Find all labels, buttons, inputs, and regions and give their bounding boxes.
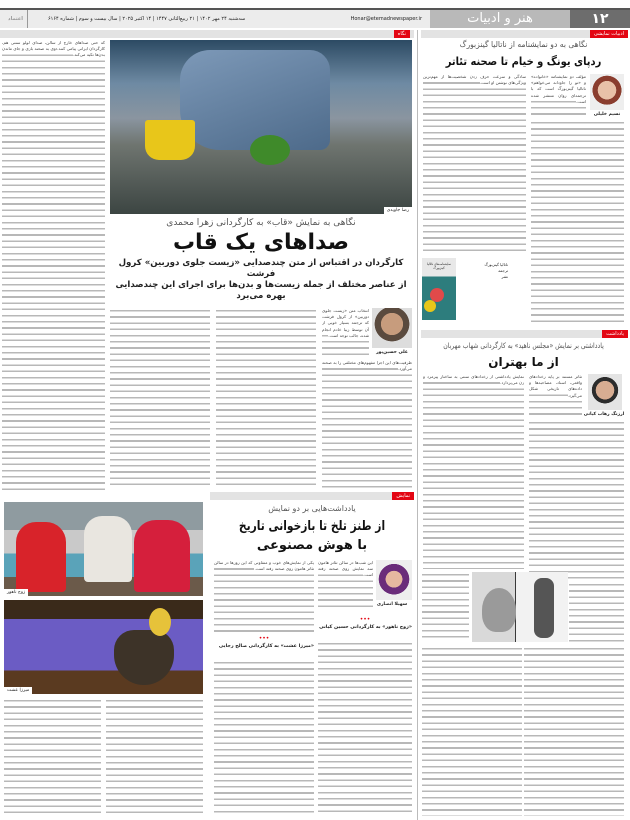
photo-figure: [534, 578, 554, 638]
main-headline: صداهای یک قاب: [172, 230, 350, 255]
right-headline-2: از ما بهتران: [488, 355, 559, 369]
photo-mask: [149, 608, 171, 636]
header-info: [0, 10, 430, 28]
author-photo: [590, 74, 624, 110]
right-kicker: نگاهی به دو نمایشنامه از ناتالیا گینزبورگ: [459, 40, 588, 49]
main-text-col2: [216, 308, 316, 488]
bottom-left-text-1: [4, 698, 101, 816]
author-name: علی حسین‌پور: [376, 350, 408, 355]
main-text-col1: ظرفیت‌های این اجرا مفهوم‌های مختلفی را به صحنه می‌آورد.: [322, 360, 412, 488]
right-text-col2: سادگی و سرعت حرف زدن شخصیت‌ها از مهم‌ترین ویژگی‌های نوشتن او است.: [423, 74, 526, 252]
main-text-col3: [110, 308, 210, 488]
main-subheads: [110, 258, 412, 302]
section-title: هنر و ادبیات: [430, 10, 570, 28]
bottom-kicker: یادداشت‌هایی بر دو نمایش: [268, 504, 356, 513]
subhead: کارگردان در اقتباس از متن چندصدایی «زیست جلوی دوربین» کرول فرشت: [118, 258, 404, 279]
date-line: سه‌شنبه ۲۴ مهر ۱۴۰۲ | ۲۱ ربیع‌الثانی ۱۴۴۷ | ۱۴ اکتبر ۲۰۲۵ | سال بیست و سوم | شماره ۶۱۶۴: [47, 16, 246, 22]
photo-actor: [134, 520, 190, 592]
right2-text-side: [569, 582, 624, 642]
right-kicker-2: یادداشتی بر نمایش «مجلس ناهید» به کارگردانی شهاب مهربان: [443, 341, 604, 350]
section-bar-note: [421, 330, 628, 338]
right-intro-text: مؤلف دو نمایشنامه «خانواده» و «تو را جاودانه می‌خواهم» ناتالیا گینزبورگ است که با ترجمه‌ای روان منتشر شده است.: [531, 74, 586, 118]
main-photo: [110, 40, 412, 214]
right2-text-col2: نمایش یادداشتی از رخدادهای سنتی به ساختار پیرمرد و زن می‌پردازد.: [423, 374, 524, 569]
tag-theater: نمایش: [392, 492, 414, 500]
separator-dots: •••: [359, 616, 371, 623]
photo-face: [482, 588, 516, 632]
bottom-text-col3: [214, 660, 314, 816]
separator-dots: •••: [258, 635, 270, 642]
tag-view: نگاه: [394, 30, 410, 38]
stage-photo-2: [4, 600, 203, 694]
main-intro-text: انتخاب متن «زیست جلوی دوربین» از کرول فرشت که ترجمه بسیار خوبی از آن توسط زیبا خادم انجام شده، جالب توجه است.: [322, 308, 369, 358]
section-bar-theater: [210, 492, 414, 500]
photo-actor: [16, 522, 66, 592]
right2-text-col1: [529, 420, 624, 580]
right2-intro-text: تئاتر مستند بر پایه رخدادهای واقعی، اسناد، مصاحبه‌ها و داده‌های تاریخی شکل می‌گیرد.: [529, 374, 582, 418]
author-photo: [372, 308, 412, 348]
main-kicker: نگاهی به نمایش «قاب» به کارگردانی زهرا محمدی: [166, 218, 356, 228]
subhead: از عناصر مختلف از جمله زیست‌ها و بدن‌ها برای اجرای این چندصدایی بهره می‌برد: [115, 280, 407, 301]
book-title: نمایشنامه‌های ناتالیا گینزبورگ: [426, 262, 452, 270]
stage-photo-1: [4, 502, 203, 596]
section-bar-main: [0, 30, 414, 38]
photo-figure: [180, 50, 330, 150]
tag-literature: ادبیات نمایشی: [590, 30, 628, 38]
right-headline: ردپای یونگ و خیام تا صحنه تئاتر: [445, 55, 602, 68]
photo-yellow-pot: [145, 120, 195, 160]
bottom-intro-text: این شب‌ها در سالن تئاتر هامون سه نمایش روی صحنه رفته است.: [318, 560, 373, 610]
book-art: [424, 300, 436, 312]
author-photo: [588, 374, 622, 410]
column-divider: [417, 30, 418, 820]
section-bar-right: [421, 30, 628, 38]
left-column-text: که حتی صداهای خارج از سالن، صدای لولو سنتی هم، کارگردان ایرانی پیامی کنند. وی به صحنه بازی و جای ماندن بدن‌ها تکیه می‌کند.: [2, 40, 105, 492]
bottom-headline: از طنز تلخ تا بازخوانی تاریخ با هوش مصنوعی: [238, 519, 386, 553]
logo: اعتماد: [8, 10, 28, 28]
right2-text-side2: [422, 572, 469, 642]
photo-caption: زوج ناهور: [4, 589, 28, 596]
photo-credit: رضا جاویدی: [384, 207, 412, 214]
author-name: نسیم خلیلی: [593, 112, 621, 117]
bottom-subhead-2: «میرزا عشت» به کارگردانی صالح رجایی: [218, 644, 314, 649]
photo-plant: [250, 135, 290, 165]
bottom-text-col2: یکی از نمایش‌های خوب و متفاوتی که این روزها در سالن تئاتر هامون روی صحنه رفته است.: [214, 560, 314, 634]
bottom-left-text-2: [106, 698, 203, 816]
right2-text-col3: [422, 646, 522, 816]
book-cover: [422, 258, 456, 320]
tag-note: یادداشت: [602, 330, 628, 338]
bottom-subhead-1: «زوج ناهور» به کارگردانی حسین کیانی: [319, 625, 412, 630]
author-name: سهیلا انصاری: [376, 602, 408, 607]
bottom-text-col1: [318, 641, 412, 816]
author-photo: [376, 560, 412, 600]
right2-text-col4: [524, 646, 624, 816]
page-number: ۱۲: [570, 10, 630, 28]
photo-caption: میرزا عشت: [4, 687, 32, 694]
book-info: ناتالیا گینزبورگ ترجمه نشر: [484, 262, 508, 279]
author-name: ارژنگ رهاب کیانی: [583, 412, 625, 417]
photo-actor: [114, 630, 174, 685]
photo-actor: [84, 516, 132, 582]
email[interactable]: Honar@etemadnewspaper.ir: [350, 16, 422, 22]
right-text-col1: [531, 120, 624, 325]
grayscale-photo: [472, 572, 568, 642]
